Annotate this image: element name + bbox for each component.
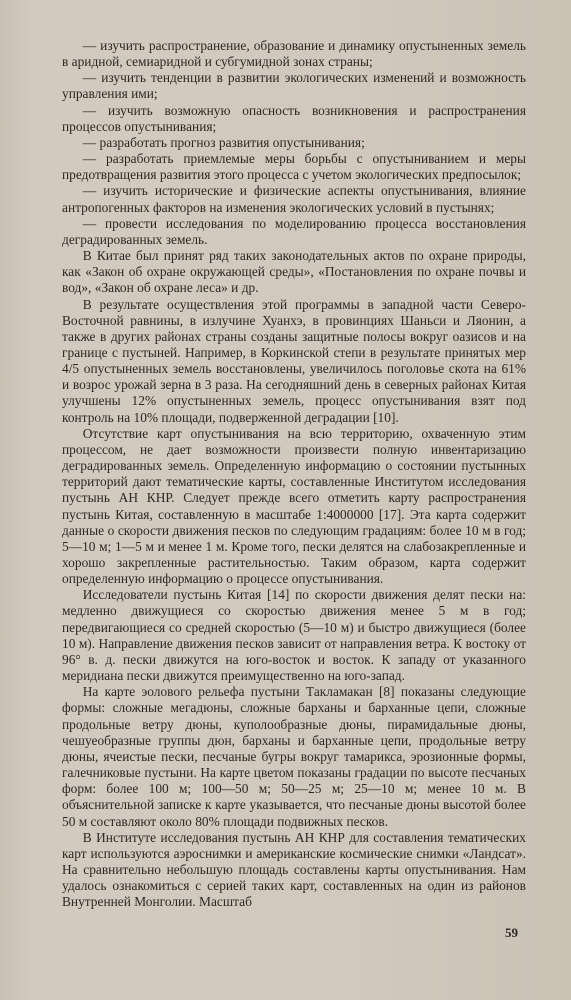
list-item: — изучить тенденции в развитии экологических изменений и возможность управления ими;: [62, 70, 526, 102]
list-item: — изучить возможную опасность возникновения и распространения процессов опустынивания;: [62, 102, 526, 134]
list-item: — разработать приемлемые меры борьбы с опустыниванием и меры предотвращения развития этого процесса с учетом экологических предпосылок;: [62, 151, 526, 183]
paragraph: На карте эолового рельефа пустыни Такламакан [8] показаны следующие формы: сложные мегадюны, сложные барханы и барханные цепи, сложные продольные ветру дюны, куполообразные дюны, пирамидальные дюны, чешуеобразные группы дюн, барханы и барханные цепи, продольные ветру дюны, ячеистые пески, песчаные бугры вокруг тамарикса, эрозионные формы, галечниковые пустыни. На карте цветом показаны градации по высоте песчаных форм: более 100 м; 100—50 м; 50—25 м; 25—10 м; менее 10 м. В объяснительной записке к карте указывается, что песчаные дюны высотой более 50 м составляют около 80% площади подвижных песков.: [62, 684, 526, 829]
list-item: — провести исследования по моделированию процесса восстановления деградированных земель.: [62, 215, 526, 247]
paragraph: Отсутствие карт опустынивания на всю территорию, охваченную этим процессом, не дает возможности произвести полную инвентаризацию деградированных земель. Определенную информацию о состоянии пустынных территорий дают тематические карты, составленные Институтом исследования пустынь АН КНР. Следует прежде всего отметить карту распространения пустынь Китая, составленную в масштабе 1:4000000 [17]. Эта карта содержит данные о скорости движения песков по следующим градациям: более 10 м в год; 5—10 м; 1—5 м и менее 1 м. Кроме того, пески делятся на слабозакрепленные и хорошо закрепленные растительностью. Таким образом, карта содержит определенную информацию о процессе опустынивания.: [62, 425, 526, 587]
page-number: 59: [505, 925, 518, 940]
body-text: [62, 38, 526, 910]
paragraph: В Институте исследования пустынь АН КНР для составления тематических карт используются аэроснимки и американские космические снимки «Ландсат». На сравнительно небольшую площадь составлены карты опустынивания. Нам удалось ознакомиться с серией таких карт, составленных на один из районов Внутренней Монголии. Масштаб: [62, 829, 526, 910]
paragraph: В результате осуществления этой программы в западной части Северо-Восточной равнины, в излучине Хуанхэ, в провинциях Шаньси и Ляонин, а также в других районах страны созданы защитные полосы вокруг оазисов и на границе с пустыней. Например, в Коркинской степи в результате принятых мер 4/5 опустыненных земель восстановлены, увеличилось поголовье скота на 61% и возрос урожай зерна в 3 раза. На сегодняшний день в северных районах Китая улучшены 12% опустыненных земель, процесс опустынивания взят под контроль на 10% площади, подверженной деградации [10].: [62, 296, 526, 425]
paragraph: В Китае был принят ряд таких законодательных актов по охране природы, как «Закон об охране окружающей среды», «Постановления по охране почвы и вод», «Закон об охране леса» и др.: [62, 248, 526, 296]
paragraph: Исследователи пустынь Китая [14] по скорости движения делят пески на: медленно движущиеся со скоростью движения менее 5 м в год; передвигающиеся со средней скоростью (5—10 м) и быстро движущиеся (более 10 м). Направление движения песков зависит от направления ветра. К востоку от 96° в. д. пески движутся на юго-восток и восток. К западу от указанного меридиана пески движутся преимущественно на юго-запад.: [62, 587, 526, 684]
list-item: — изучить исторические и физические аспекты опустынивания, влияние антропогенных факторов на изменения экологических условий в пустынях;: [62, 183, 526, 215]
list-item: — разработать прогноз развития опустынивания;: [82, 134, 365, 150]
list-item: — изучить распространение, образование и динамику опустыненных земель в аридной, семиаридной и субгумидной зонах страны;: [62, 38, 526, 70]
